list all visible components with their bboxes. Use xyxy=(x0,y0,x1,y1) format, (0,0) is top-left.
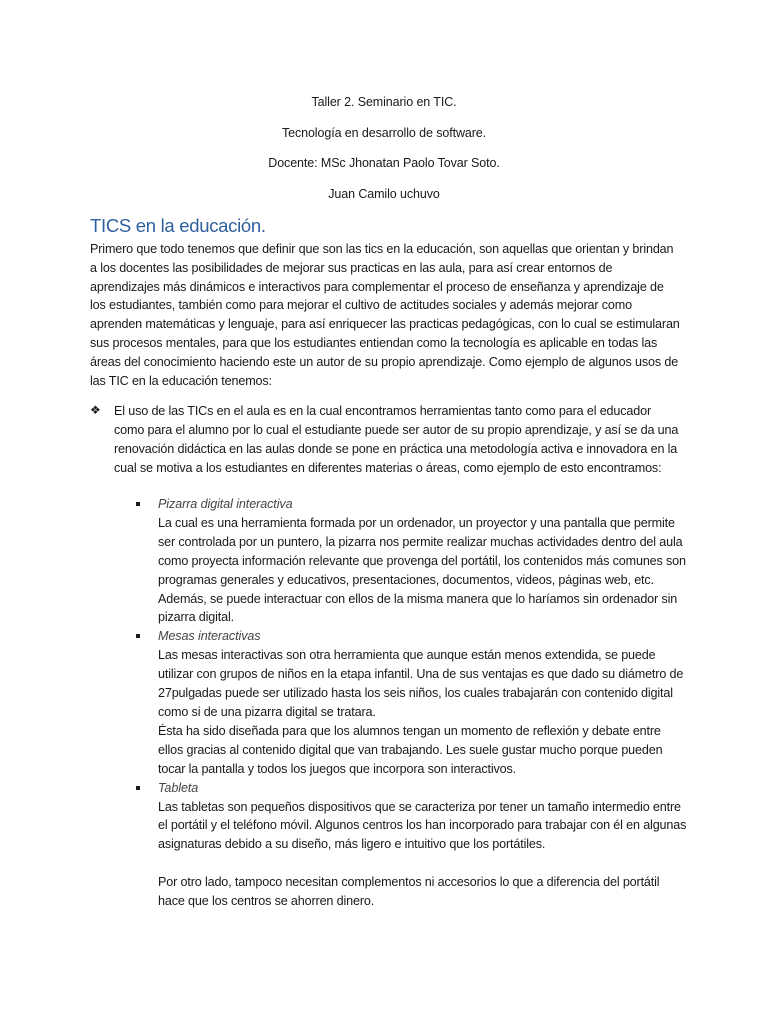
workshop-title: Taller 2. Seminario en TIC. xyxy=(311,95,457,109)
item-body: Las mesas interactivas son otra herramienta que aunque están menos extendida, se puede utilizar con grupos de niños en la etapa infantil. Una de sus ventajas es que dado su diámetro de 27pulgadas puede ser utilizado hasta los seis niños, los cuales trabajarán con contenido digital como si de una pizarra digital se tratara. xyxy=(158,648,684,719)
item-body-second: Por otro lado, tampoco necesitan complementos ni accesorios lo que a diferencia del portátil hace que los centros se ahorren dinero. xyxy=(158,875,660,909)
list-item-pizarra xyxy=(136,495,696,627)
student-name: Juan Camilo uchuvo xyxy=(328,186,440,201)
document-header xyxy=(0,92,768,214)
teacher-name: Docente: MSc Jhonatan Paolo Tovar Soto. xyxy=(268,156,500,170)
square-bullet-icon xyxy=(136,786,140,790)
section-heading: TICS en la educación. xyxy=(90,215,266,236)
item-title: Tableta xyxy=(158,780,199,795)
list-item-mesas xyxy=(136,627,696,778)
diamond-bullet-icon: ❖ xyxy=(90,403,101,417)
item-body: La cual es una herramienta formada por un ordenador, un proyector y una pantalla que permite ser controlada por un puntero, la pizarra nos permite realizar muchas actividades dentro del aula como proyecta información relevante que provenga del portátil, los contenidos más comunes son programas generales y educativos, presentaciones, documentos, videos, páginas web, etc. Además, se puede interactuar con ellos de la misma manera que lo haríamos sin ordenador sin pizarra digital. xyxy=(158,515,686,625)
main-bullet xyxy=(90,402,690,478)
sub-list xyxy=(136,495,696,911)
paragraph-spacer xyxy=(136,854,696,873)
item-title: Mesas interactivas xyxy=(158,629,261,644)
item-title: Pizarra digital interactiva xyxy=(158,497,293,511)
main-bullet-text: El uso de las TICs en el aula es en la cual encontramos herramientas tanto como para el educador como para el alumno por lo cual el estudiante puede ser autor de su propio aprendizaje, y así se da una renovación didáctica en las aulas donde se pone en práctica una metodología activa e innovadora en la cual se motiva a los estudiantes en diferentes materias o áreas, como ejemplo de esto encontramos: xyxy=(114,404,679,475)
intro-paragraph: Primero que todo tenemos que definir que son las tics en la educación, son aquellas que orientan y brindan a los docentes las posibilidades de mejorar sus practicas en las aula, para así crear entornos de aprendizajes más dinámicos e interactivos para complementar el proceso de enseñanza y aprendizaje de los estudiantes, también como para mejorar el cultivo de actitudes sociales y además mejorar como aprenden matemáticas y lenguaje, para así enriquecer las practicas pedagógicas, con lo cual se estimularan sus procesos mentales, para que los estudiantes entiendan como la tecnología es aplicable en todas las áreas del conocimiento haciendo este un autor de su propio aprendizaje. Como ejemplo de algunos usos de las TIC en la educación tenemos: xyxy=(90,242,680,388)
item-body-second: Ésta ha sido diseñada para que los alumnos tengan un momento de reflexión y debate entre ellos gracias al contenido digital que van trabajando. Les suele gustar mucho porque pueden tocar la pantalla y todos los juegos que incorpora son interactivos. xyxy=(158,723,663,776)
list-item-tableta xyxy=(136,779,696,911)
square-bullet-icon xyxy=(136,502,140,506)
item-body: Las tabletas son pequeños dispositivos que se caracteriza por tener un tamaño intermedio entre el portátil y el teléfono móvil. Algunos centros los han incorporado para trabajar con él en algunas asignaturas debido a su diseño, más ligero e intuitivo que los portátiles. xyxy=(158,799,687,852)
square-bullet-icon xyxy=(136,634,140,638)
program-name: Tecnología en desarrollo de software. xyxy=(281,125,487,140)
